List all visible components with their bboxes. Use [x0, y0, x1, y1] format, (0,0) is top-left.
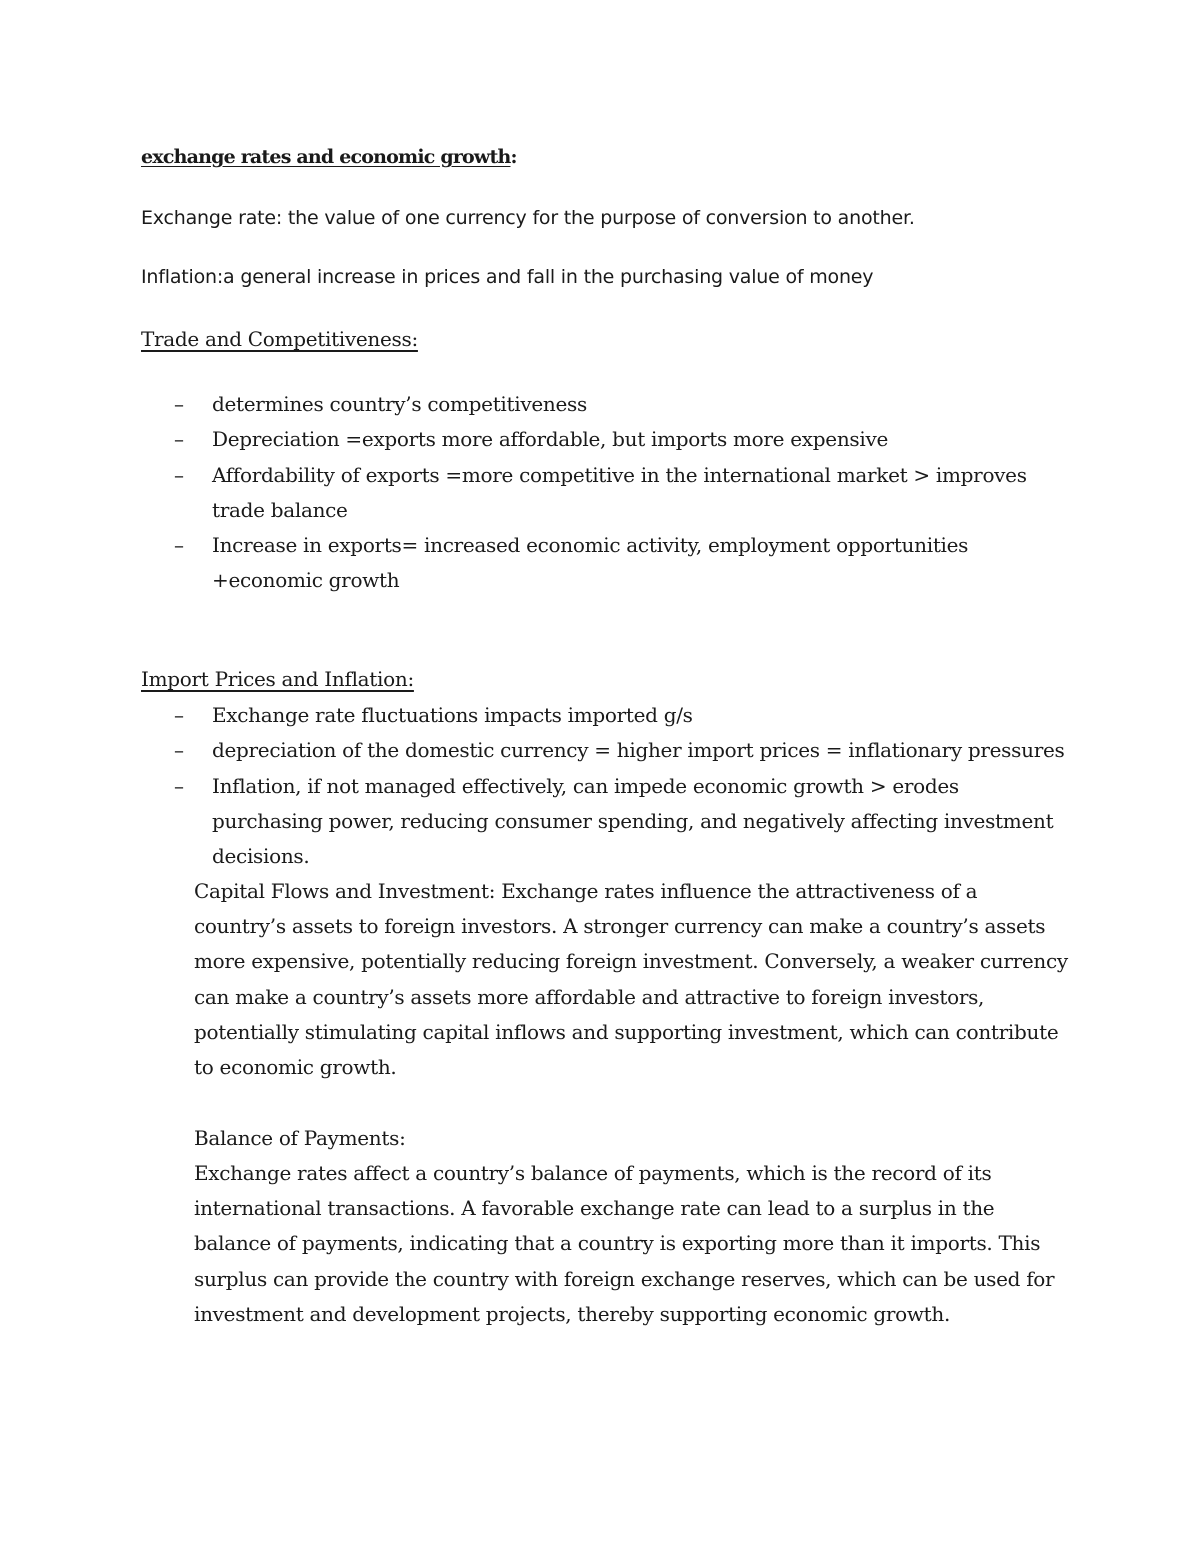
definition-exchange-rate: Exchange rate: the value of one currency for the purpose of conversion to another. — [141, 207, 915, 229]
bullet-dash: – — [174, 533, 184, 558]
definition-inflation: Inflation:a general increase in prices and fall in the purchasing value of money — [141, 266, 874, 288]
bullet-dash: – — [174, 462, 184, 487]
list-item-text: determines country’s competitiveness — [212, 392, 587, 416]
list-item — [141, 733, 1071, 768]
list-item — [141, 698, 1071, 733]
list-item — [141, 458, 1071, 529]
list-item-text: Affordability of exports =more competitive in the international market > improves trade balance — [212, 462, 1027, 522]
list-item — [141, 769, 1071, 875]
document-title — [141, 146, 517, 168]
bullet-dash: – — [174, 703, 184, 727]
list-item-text: depreciation of the domestic currency = higher import prices = inflationary pressures — [212, 738, 1065, 763]
list-item — [141, 528, 1071, 599]
list-item-text: Exchange rate fluctuations impacts imported g/s — [212, 703, 693, 727]
bullet-dash: – — [174, 392, 184, 416]
bullet-list-trade — [141, 387, 1071, 599]
list-item-text: Increase in exports= increased economic activity, employment opportunities +economic growth — [212, 533, 969, 593]
bullet-dash: – — [174, 738, 184, 763]
section-heading-trade: Trade and Competitiveness: — [141, 327, 418, 351]
section-heading-import-prices: Import Prices and Inflation: — [141, 667, 414, 691]
bullet-dash: – — [174, 773, 184, 798]
list-item-text: Inflation, if not managed effectively, can impede economic growth > erodes purchasing power, reducing consumer spending, and negatively affecting investment decisions. — [212, 773, 1054, 869]
bullet-dash: – — [174, 427, 184, 452]
document-title-colon: : — [510, 146, 517, 168]
document-title-text: exchange rates and economic growth — [141, 146, 511, 168]
list-item — [141, 422, 1071, 457]
list-item — [141, 387, 1071, 422]
paragraph-heading-balance-of-payments: Balance of Payments: — [194, 1126, 406, 1150]
paragraph-balance-of-payments: Exchange rates affect a country’s balance of payments, which is the record of its international transactions. A favorable exchange rate can lead to a surplus in the balance of payments, indicating that a country is exporting more than it imports. This surplus can provide the country with foreign exchange reserves, which can be used for investment and development projects, thereby supporting economic growth. — [194, 1161, 1055, 1326]
list-item-text: Depreciation =exports more affordable, but imports more expensive — [212, 427, 888, 452]
bullet-list-import-prices — [141, 698, 1071, 874]
paragraph-capital-flows: Capital Flows and Investment: Exchange rates influence the attractiveness of a country’s assets to foreign investors. A stronger currency can make a country’s assets more expensive, potentially reducing foreign investment. Conversely, a weaker currency can make a country’s assets more affordable and attractive to foreign investors, potentially stimulating capital inflows and supporting investment, which can contribute to economic growth. — [194, 879, 1068, 1080]
